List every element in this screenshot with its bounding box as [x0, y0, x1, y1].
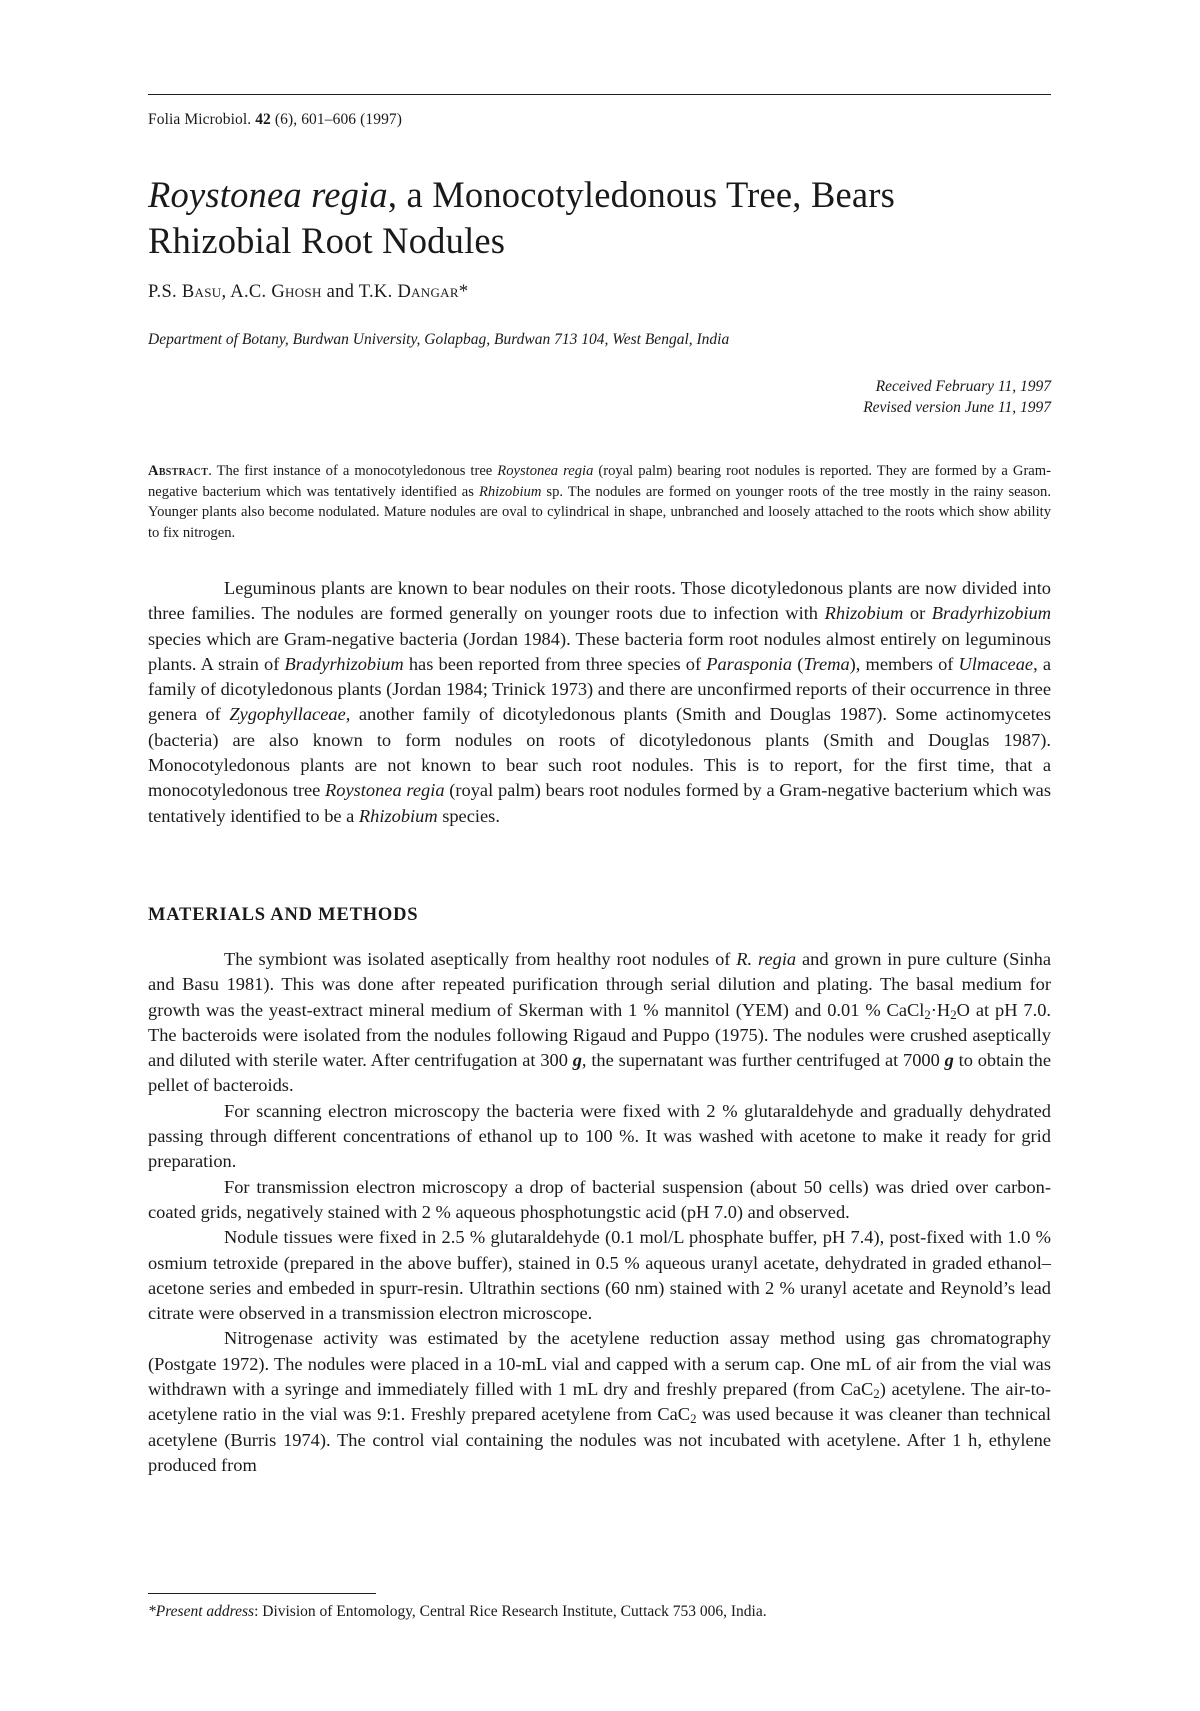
revised-date: Revised version June 11, 1997: [863, 399, 1051, 416]
methods-paragraph: Nodule tissues were fixed in 2.5 % glutaraldehyde (0.1 mol/L phosphate buffer, pH 7.4), post-fixed with 1.0 % osmium tetroxide (prepared in the above buffer), stained in 0.5 % aqueous uranyl acetate, dehydrated in graded ethanol–acetone series and embeded in spurr-resin. Ultrathin sections (60 nm) stained with 2 % uranyl acetate and Reynold’s lead citrate were observed in a transmission electron microscope.: [148, 1227, 1051, 1324]
article-title: [148, 172, 1051, 264]
author-initials: A.C.: [230, 282, 272, 302]
body-text: ), members of: [849, 653, 959, 674]
abstract-text: . The first instance of a monocotyledonous tree: [208, 463, 498, 479]
subscript: 2: [873, 1387, 880, 1402]
author-name: Basu: [181, 282, 222, 302]
body-text: to obtain the pellet of bacteroids.: [148, 1050, 1051, 1096]
body-text: and grown in pure culture (Sinha and Basu 1981). This was done after repeated purification through serial dilution and plating. The basal medium for growth was the yeast-extract mineral medium of Skerman with 1 % mannitol (YEM) and 0.01 % CaCl: [148, 949, 1051, 1020]
methods-paragraph: For scanning electron microscopy the bacteria were fixed with 2 % glutaraldehyde and gradually dehydrated passing through different concentrations of ethanol up to 100 %. It was washed with acetone to make it ready for grid preparation.: [148, 1100, 1051, 1172]
footnote-label: *Present address: [148, 1603, 255, 1620]
received-dates: [863, 376, 1051, 418]
subscript: 2: [690, 1412, 697, 1427]
body-text: Nitrogenase activity was estimated by the acetylene reduction assay method using gas chromatography (Postgate 1972). The nodules were placed in a 10-mL vial and capped with a serum cap. One mL of air from the vial was withdrawn with a syringe and immediately filled with 1 mL dry and freshly prepared (from CaC: [148, 1328, 1051, 1400]
abstract-label: Abstract: [148, 463, 209, 479]
abstract-italic: Roystonea regia: [497, 463, 594, 479]
body-text: was used because it was cleaner than technical acetylene (Burris 1974). The control vial containing the nodules was not incubated with acetylene. After 1 h, ethylene produced from: [148, 1404, 1051, 1475]
body-italic: Bradyrhizobium: [931, 603, 1051, 624]
body-italic: Trema: [803, 653, 850, 674]
journal-reference: [148, 111, 402, 129]
body-text: , the supernatant was further centrifuged at: [581, 1050, 904, 1071]
author-initials: P.S.: [148, 282, 182, 302]
journal-volume: 42: [255, 111, 271, 128]
body-text: Leguminous plants are known to bear nodules on their roots. Those dicotyledonous plants are now divided into three families. The nodules are formed generally on younger roots due to infection with: [148, 578, 1051, 624]
author-initials: T.K.: [358, 282, 398, 302]
body-italic: Ulmaceae: [958, 653, 1034, 674]
footnote: [148, 1603, 767, 1621]
body-italic: Roystonea regia: [325, 780, 445, 801]
body-text: 300: [540, 1050, 573, 1071]
methods-paragraph: For transmission electron microscopy a drop of bacterial suspension (about 50 cells) was dried over carbon-coated grids, negatively stained with 2 % aqueous phosphotungstic acid (pH 7.0) and observed.: [148, 1176, 1051, 1222]
abstract-italic: Rhizobium: [478, 483, 542, 500]
author-name: Ghosh: [271, 282, 322, 302]
introduction: [148, 576, 1051, 829]
footnote-rule: [148, 1593, 376, 1594]
title-line1-rest: , a Monocotyledonous Tree, Bears: [387, 174, 896, 215]
body-italic: Parasponia: [706, 653, 793, 674]
author-separator: and: [321, 282, 359, 302]
body-text: ·H: [930, 999, 951, 1020]
author-list: [148, 282, 468, 303]
body-text: has been reported from three species of: [403, 653, 707, 674]
body-text: (royal palm) bears root nodules formed by a Gram-negative bacterium which was tentatively identified to be a: [148, 780, 1052, 826]
body-text: , another family of dicotyledonous plants (Smith and Douglas 1987). Some actinomycetes (bacteria) are also known to form nodules on roots of dicotyledonous plants (Smith and Douglas 1987). Monocotyledonous plants are not known to bear such root nodules. This is to report, for the first time, that a monocotyledonous tree: [148, 704, 1051, 801]
corresponding-author-mark: *: [458, 282, 469, 302]
title-species-name: Roystonea regia: [148, 174, 388, 215]
methods-paragraph: [148, 947, 1051, 1099]
body-text: species which are Gram-negative bacteria (Jordan 1984). These bacteria form root nodules almost entirely on leguminous plants. A strain of: [148, 628, 1051, 674]
footnote-text: : Division of Entomology, Central Rice Research Institute, Cuttack 753 006, India.: [254, 1603, 767, 1620]
journal-name: Folia Microbiol.: [148, 111, 256, 128]
gravity-unit: g: [944, 1050, 954, 1071]
body-text: (: [792, 653, 804, 674]
body-italic: R. regia: [736, 949, 797, 969]
title-line2: Rhizobial Root Nodules: [148, 220, 506, 261]
abstract-text: sp. The nodules are formed on younger roots of the tree mostly in the rainy season. Younger plants also become nodulated. Mature nodules are oval to cylindrical in shape, unbranched and loosely attached to the roots which show ability to fix nitrogen.: [148, 483, 1051, 541]
body-text: species.: [437, 805, 500, 826]
author-name: Dangar: [397, 282, 459, 302]
subscript: 2: [950, 1007, 957, 1022]
body-italic: Zygophyllaceae: [229, 704, 346, 725]
intro-paragraph: [148, 576, 1051, 829]
body-text: or: [903, 603, 932, 624]
journal-issue-pages-year: (6), 601–606 (1997): [270, 111, 403, 128]
body-text: , a family of dicotyledonous plants (Jordan 1984; Trinick 1973) and there are unconfirmed reports of their occurrence in three genera of: [148, 653, 1051, 725]
abstract: [148, 461, 1051, 543]
body-italic: Bradyrhizobium: [284, 653, 404, 674]
methods-paragraph: [148, 1326, 1051, 1478]
body-text: O at pH 7.0. The bacteroids were isolated from the nodules following Rigaud and Puppo (1975). The nodules were crushed aseptically and diluted with sterile water. After centrifugation at: [148, 999, 1051, 1071]
gravity-unit: g: [572, 1050, 582, 1071]
body-text: 7000: [903, 1050, 945, 1071]
body-italic: Rhizobium: [358, 805, 438, 826]
subscript: 2: [924, 1007, 931, 1022]
body-italic: Rhizobium: [824, 603, 904, 624]
methods-section: [148, 947, 1051, 1478]
abstract-text: (royal palm) bearing root nodules is reported. They are formed by a Gram-negative bacterium which was tentatively identified as: [148, 463, 1051, 500]
body-text: ) acetylene. The air-to-acetylene ratio in the vial was 9:1. Freshly prepared acetylene from CaC: [148, 1379, 1051, 1425]
author-affiliation: Department of Botany, Burdwan University, Golapbag, Burdwan 713 104, West Bengal, India: [148, 331, 730, 348]
body-text: The symbiont was isolated aseptically from healthy root nodules of: [224, 949, 737, 969]
header-rule: [148, 94, 1051, 95]
author-separator: ,: [221, 282, 231, 302]
section-heading-methods: MATERIALS AND METHODS: [148, 905, 419, 925]
received-date: Received February 11, 1997: [875, 378, 1051, 395]
